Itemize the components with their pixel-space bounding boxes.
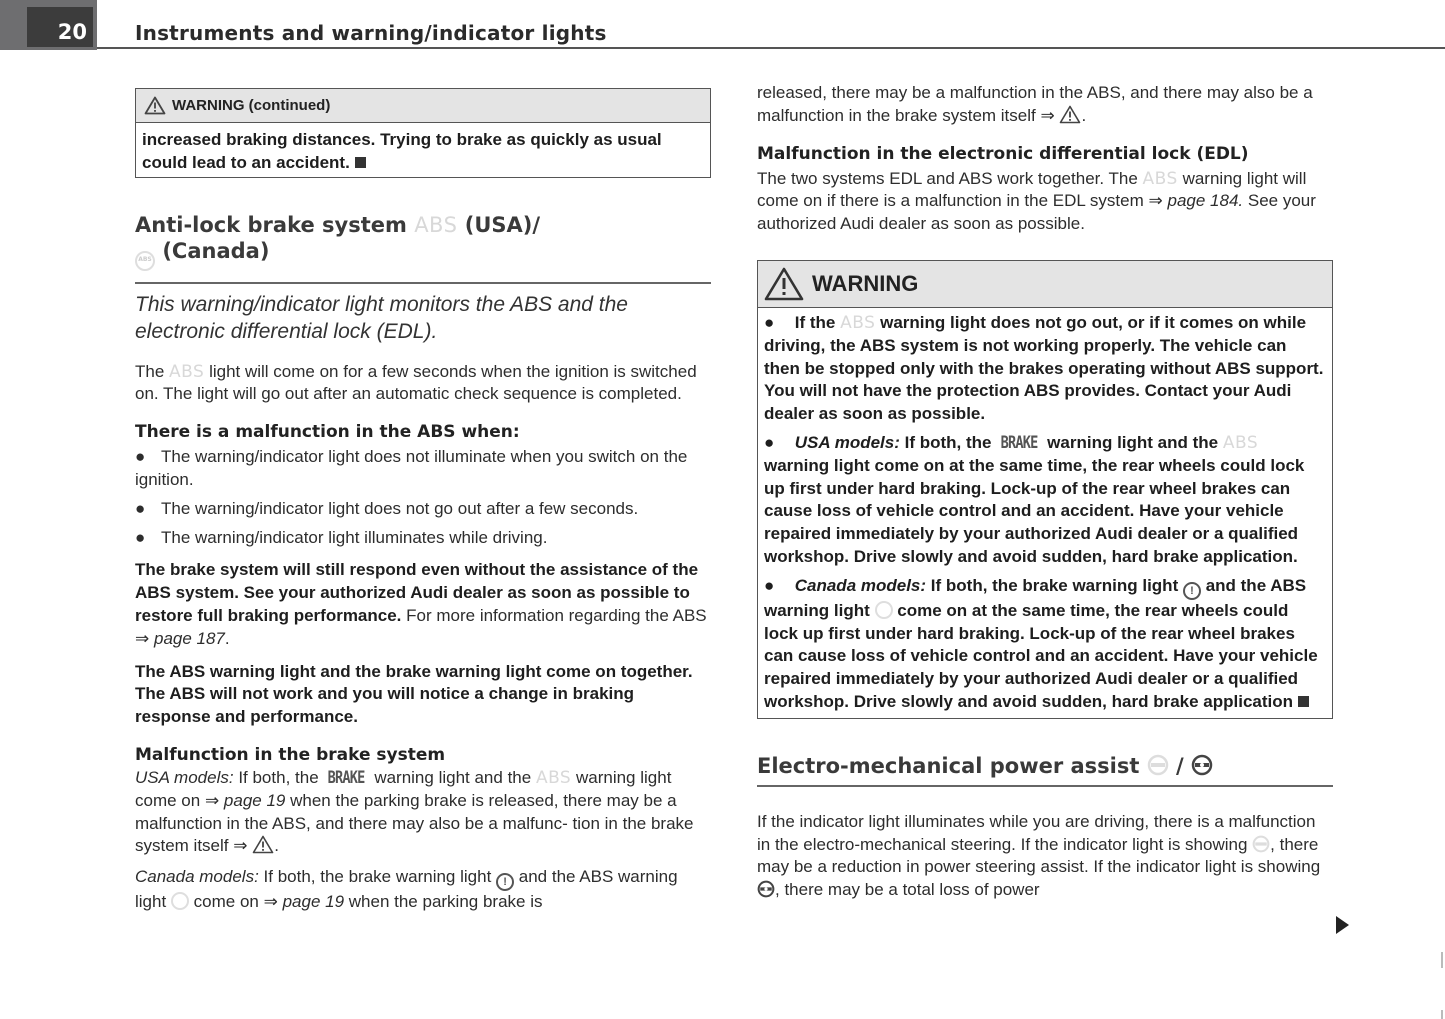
warning-item — [764, 432, 1326, 569]
arrow-icon: ⇒ — [135, 628, 150, 648]
continue-next-page-icon — [1336, 916, 1349, 934]
warning-continued-box — [135, 88, 711, 178]
warning-triangle-icon — [764, 267, 804, 301]
canada-text-3: come on — [193, 892, 259, 912]
arrow-icon: ⇒ — [233, 836, 248, 856]
page-reference-link[interactable]: page 184. — [1167, 191, 1244, 211]
abs-section-title-line1 — [135, 212, 711, 238]
end-of-section-marker — [355, 157, 366, 168]
warning-triangle-icon[interactable] — [1059, 105, 1081, 124]
canada-models-label: Canada models: — [794, 575, 927, 595]
header-divider — [97, 47, 1445, 49]
warning-box — [757, 260, 1333, 719]
abs-usa-icon: ABS — [169, 361, 205, 382]
arrow-icon: ⇒ — [1040, 105, 1055, 125]
brake-usa-icon: BRAKE — [328, 767, 365, 788]
warning-continued-title: WARNING (continued) — [172, 97, 331, 114]
power-assist-text-1: If the indicator light illuminates while you are driving, there is a malfunction in the electro-mechanical steering. If the indicator light is showing — [757, 811, 1316, 854]
continuation-text: released, there may be a malfunction in the ABS, and there may also be a malfunction in the brake system itself — [757, 83, 1313, 125]
edl-text-3: See your authorized Audi dealer as soon as possible. — [757, 191, 1316, 234]
warning-header — [758, 261, 1332, 308]
warning-item-2-text-3: warning light come on at the same time, the rear wheels could lock up first under hard braking. Lock-up of the rear wheel brakes can cause loss of vehicle control and an accident. Have your vehicle repaired immediately by your authorized Audi dealer or a qualified workshop. Drive slowly and avoid sudden, hard brake application. — [764, 455, 1305, 566]
malfunction-abs-heading: There is a malfunction in the ABS when: — [135, 422, 520, 443]
page-tab — [0, 0, 97, 50]
usa-models-label: USA models: — [794, 432, 900, 452]
abs-usa-icon: ABS — [535, 767, 572, 788]
continuation-paragraph: released, there may be a malfunction in the ABS, and there may also be a malfunction in the brake system itself ⇒ . — [757, 83, 1313, 125]
section-divider — [135, 282, 711, 284]
abs-and-brake-paragraph: The ABS warning light and the brake warning light come on together. The ABS will not work and you will notice a change in braking response and performance. — [135, 661, 693, 727]
section-title-canada: (Canada) — [162, 238, 270, 263]
warning-item-3-text-3: come on at the same time, the rear wheels could lock up first under hard braking. Lock-up of the rear wheel brakes can cause loss of vehicle control and an accident. Have your vehicle repaired immediately by your authorized Audi dealer or a qualified workshop. Drive slowly and avoid sudden, hard brake application — [764, 600, 1318, 711]
page-edge-mark — [1441, 1010, 1443, 1019]
canada-text-2: and the ABS warning light — [135, 867, 678, 912]
abs-canada-icon: ABS — [135, 251, 155, 271]
power-assist-title-line — [757, 753, 1333, 779]
list-item-text: The warning/indicator light does not go out after a few seconds. — [161, 498, 639, 518]
bullet-icon: ● — [764, 432, 775, 452]
page-header-title: Instruments and warning/indicator lights — [135, 21, 607, 45]
bullet-icon: ● — [764, 312, 775, 332]
canada-text-1: If both, the brake warning light — [263, 867, 492, 887]
abs-usa-icon: ABS — [840, 312, 876, 333]
end-of-section-marker — [1298, 696, 1309, 707]
abs-section-title — [135, 212, 711, 271]
icon-separator: / — [1176, 753, 1184, 778]
warning-item-3-text-2: and the ABS warning light — [764, 575, 1307, 620]
abs-usa-icon: ABS — [1142, 168, 1178, 189]
usa-text-4: when the parking brake is released, there may be a malfunction in the ABS, and there may also be a malfunc- tion in the brake system itself — [135, 790, 694, 856]
page-edge-mark — [1441, 952, 1443, 968]
power-assist-text-3: , there may be a total loss of power — [775, 880, 1040, 900]
steering-wheel-yellow-icon — [1252, 835, 1270, 853]
page-reference-link[interactable]: page 19 — [223, 790, 286, 810]
brake-respond-bold: The brake system will still respond even without the assistance of the ABS system. See your authorized Audi dealer as soon as possible to restore full braking performance. — [135, 560, 699, 625]
right-column — [757, 82, 1333, 902]
list-item — [135, 498, 711, 521]
section-title-text: Anti-lock brake system — [135, 212, 407, 237]
intro-post: light will come on for a few seconds when the ignition is switched on. The light will go out after an automatic check sequence is completed. — [135, 361, 697, 404]
arrow-icon: ⇒ — [204, 790, 220, 810]
warning-triangle-icon — [144, 96, 166, 115]
edl-text-2: warning light will come on if there is a malfunction in the EDL system — [757, 168, 1307, 211]
brake-respond-normal: For more information regarding the ABS — [406, 605, 707, 625]
list-item — [135, 527, 711, 550]
warning-continued-header — [136, 89, 710, 123]
abs-canada-icon — [875, 601, 893, 619]
brake-usa-icon: BRAKE — [1000, 432, 1038, 453]
usa-text-1: If both, the — [238, 767, 319, 787]
section-lead: This warning/indicator light monitors the ABS and the electronic differential lock (EDL). — [135, 292, 628, 343]
abs-canada-icon — [171, 892, 189, 910]
brake-canada-icon: ! — [496, 873, 514, 891]
list-item-text: The warning/indicator light illuminates while driving. — [161, 527, 548, 547]
warning-item-3-text-1: If both, the brake warning light — [930, 575, 1179, 595]
bullet-icon: ● — [135, 498, 146, 518]
arrow-icon: ⇒ — [263, 892, 278, 912]
page-number-box — [27, 7, 93, 47]
warning-item — [764, 575, 1326, 714]
steering-wheel-red-icon — [757, 880, 775, 898]
steering-wheel-yellow-icon — [1147, 754, 1169, 776]
warning-continued-text: increased braking distances. Trying to brake as quickly as usual could lead to an accident. — [142, 130, 662, 172]
list-item — [135, 446, 711, 492]
warning-item-2-text-2: warning light and the — [1047, 432, 1219, 452]
usa-text-2: warning light and the — [374, 767, 532, 787]
power-assist-paragraph — [757, 811, 1333, 902]
brake-canada-icon: ! — [1183, 582, 1201, 600]
page-number: 20 — [57, 20, 87, 44]
power-assist-title-text: Electro-mechanical power assist — [757, 753, 1140, 778]
warning-body — [758, 308, 1332, 718]
brake-respond-paragraph: The brake system will still respond even without the assistance of the ABS system. See your authorized Audi dealer as soon as possible to restore full braking performance. For more information regarding the ABS ⇒ page 187. — [135, 560, 707, 648]
bullet-icon: ● — [764, 575, 775, 595]
warning-triangle-icon[interactable] — [252, 835, 274, 854]
list-item-text: The warning/indicator light does not illuminate when you switch on the ignition. — [135, 447, 688, 489]
bullet-icon: ● — [135, 527, 146, 547]
usa-brake-paragraph: USA models: If both, the BRAKE warning light and the ABS warning light come on ⇒ page 19 when the parking brake is released, there may be a malfunction in the ABS, and there may also be a malfunc- tion in the brake system itself ⇒ . — [135, 767, 694, 856]
warning-item-1-pre: If the — [794, 312, 836, 332]
bullet-icon: ● — [135, 447, 146, 467]
usa-text-3: warning light come on — [135, 767, 672, 810]
warning-item-1-post: warning light does not go out, or if it comes on while driving, the ABS system is not working properly. The vehicle can then be stopped only with the brakes operating without ABS support. You will not have the protection ABS provides. Contact your Audi dealer as soon as possible. — [764, 312, 1324, 424]
canada-models-label: Canada models: — [135, 867, 259, 887]
warning-continued-body — [136, 123, 710, 177]
abs-usa-icon: ABS — [414, 212, 458, 237]
left-column — [135, 88, 711, 914]
arrow-icon: ⇒ — [1148, 191, 1163, 211]
usa-models-label: USA models: — [135, 767, 234, 787]
power-assist-title — [757, 753, 1333, 779]
page-reference-link[interactable]: page 19 — [282, 892, 345, 912]
edl-heading: Malfunction in the electronic differential lock (EDL) — [757, 143, 1249, 164]
warning-title: WARNING — [812, 270, 919, 296]
power-assist-text-2: , there may be a reduction in power steering assist. If the indicator light is showing — [757, 834, 1321, 877]
intro-pre: The — [135, 361, 165, 381]
section-divider — [757, 785, 1333, 787]
section-title-usa: (USA)/ — [464, 212, 541, 237]
edl-paragraph — [757, 168, 1333, 236]
edl-text-1: The two systems EDL and ABS work together. The — [757, 168, 1138, 188]
steering-wheel-red-icon — [1191, 754, 1213, 776]
malfunction-brake-heading: Malfunction in the brake system — [135, 744, 446, 765]
abs-usa-icon: ABS — [1222, 432, 1259, 453]
abs-section-title-line2 — [135, 238, 711, 271]
abs-intro-paragraph — [135, 361, 711, 407]
warning-item — [764, 312, 1326, 426]
canada-text-4: when the parking brake is — [348, 892, 543, 912]
malfunction-abs-list — [135, 446, 711, 549]
canada-brake-paragraph — [135, 866, 711, 914]
page-reference-link[interactable]: page 187 — [153, 628, 225, 648]
warning-item-2-text-1: If both, the — [904, 432, 992, 452]
